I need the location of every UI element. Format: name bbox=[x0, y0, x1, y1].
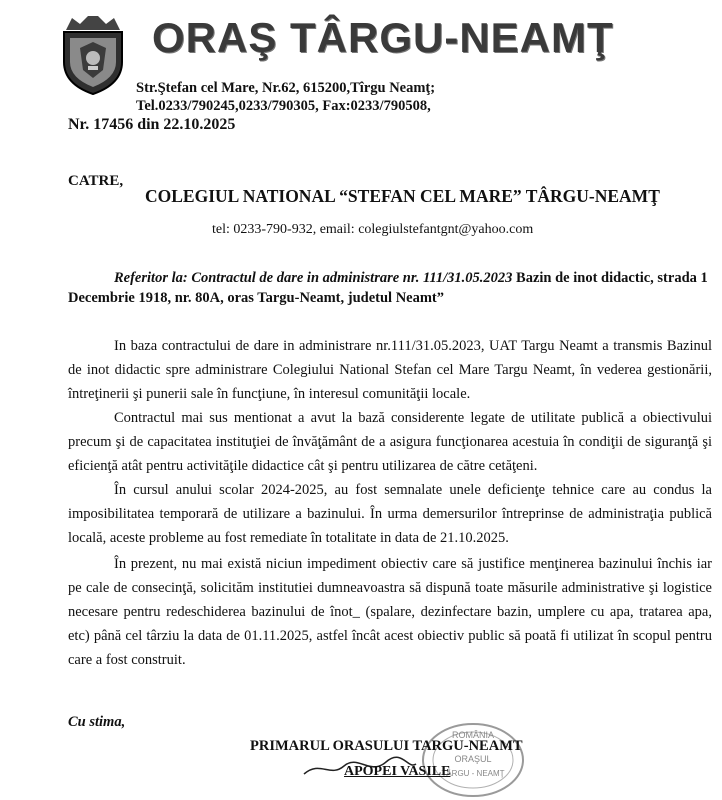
recipient-contact: tel: 0233-790-932, email: colegiulstefantgnt@yahoo.com bbox=[212, 222, 534, 237]
reference-label: Referitor la: Contractul de dare in administrare nr. 111/31.05.2023 bbox=[114, 270, 513, 286]
reference-subject: Bazin de inot didactic, strada 1 Decembrie 1918, nr. 80A, oras Targu-Neamt, judetul Neamt” bbox=[68, 270, 708, 306]
body-paragraph: In baza contractului de dare in administrare nr.111/31.05.2023, UAT Targu Neamt a transmis Bazinul de inot didactic spre administrare Colegiului National Stefan cel Mare Targu Neamt, în vederea gestionării, întreţinerii şi punerii sale în funcţiune, în interesul comunităţii locale. bbox=[68, 338, 712, 402]
city-coat-of-arms-icon bbox=[58, 14, 128, 96]
reference-block bbox=[68, 268, 716, 308]
official-stamp-icon bbox=[418, 720, 528, 800]
registration-number: Nr. 17456 din 22.10.2025 bbox=[68, 116, 236, 133]
svg-text:ORAŞUL: ORAŞUL bbox=[454, 754, 492, 764]
body-paragraph: În prezent, nu mai există niciun impediment obiectiv care să justifice menţinerea bazinului închis iar pe cale de consecinţă, solicităm institutiei dumneavoastra să dispună toate măsurile administrative şi logistice necesare pentru redeschiderea bazinului de înot_ (spalare, dezinfectare bazin, umplere cu apa, tratarea apa, etc) până cel târziu la data de 01.11.2025, astfel încât acest obiectiv public să poată fi utilizat în scopul pentru care a fost construit. bbox=[68, 556, 712, 668]
recipient-name: COLEGIUL NATIONAL “STEFAN CEL MARE” TÂRGU-NEAMŢ bbox=[145, 186, 660, 206]
to-label: CATRE, bbox=[68, 173, 124, 189]
svg-text:ROMÂNIA: ROMÂNIA bbox=[451, 730, 495, 740]
address-line: Str.Ştefan cel Mare, Nr.62, 615200,Tîrgu Neamţ; bbox=[136, 80, 436, 96]
closing-salutation: Cu stima, bbox=[68, 714, 126, 730]
svg-text:TÂRGU - NEAMŢ: TÂRGU - NEAMŢ bbox=[441, 769, 505, 778]
body-paragraph: În cursul anului scolar 2024-2025, au fost semnalate unele deficienţe tehnice care au condus la imposibilitatea temporară de utilizare a bazinului. În urma demersurilor întreprinse de administraţia publică locală, aceste probleme au fost remediate în totalitate in data de 21.10.2025. bbox=[68, 482, 712, 546]
phone-fax-line: Tel.0233/790245,0233/790305, Fax:0233/790508, bbox=[136, 98, 431, 114]
city-title: ORAŞ TÂRGU-NEAMŢ bbox=[152, 14, 614, 61]
signatory-title: PRIMARUL ORASULUI TARGU-NEAMT bbox=[250, 738, 523, 754]
signatory-name: APOPEI VASILE bbox=[344, 764, 451, 779]
body-paragraph: Contractul mai sus mentionat a avut la bază considerente legate de utilitate publică a obiectivului precum şi de capacitatea instituţiei de învăţământ de a asigura funcţionarea acestuia în condiţii de siguranţă şi eficienţă atât pentru activităţile didactice cât şi pentru utilizarea de către cetăţeni. bbox=[68, 410, 712, 474]
